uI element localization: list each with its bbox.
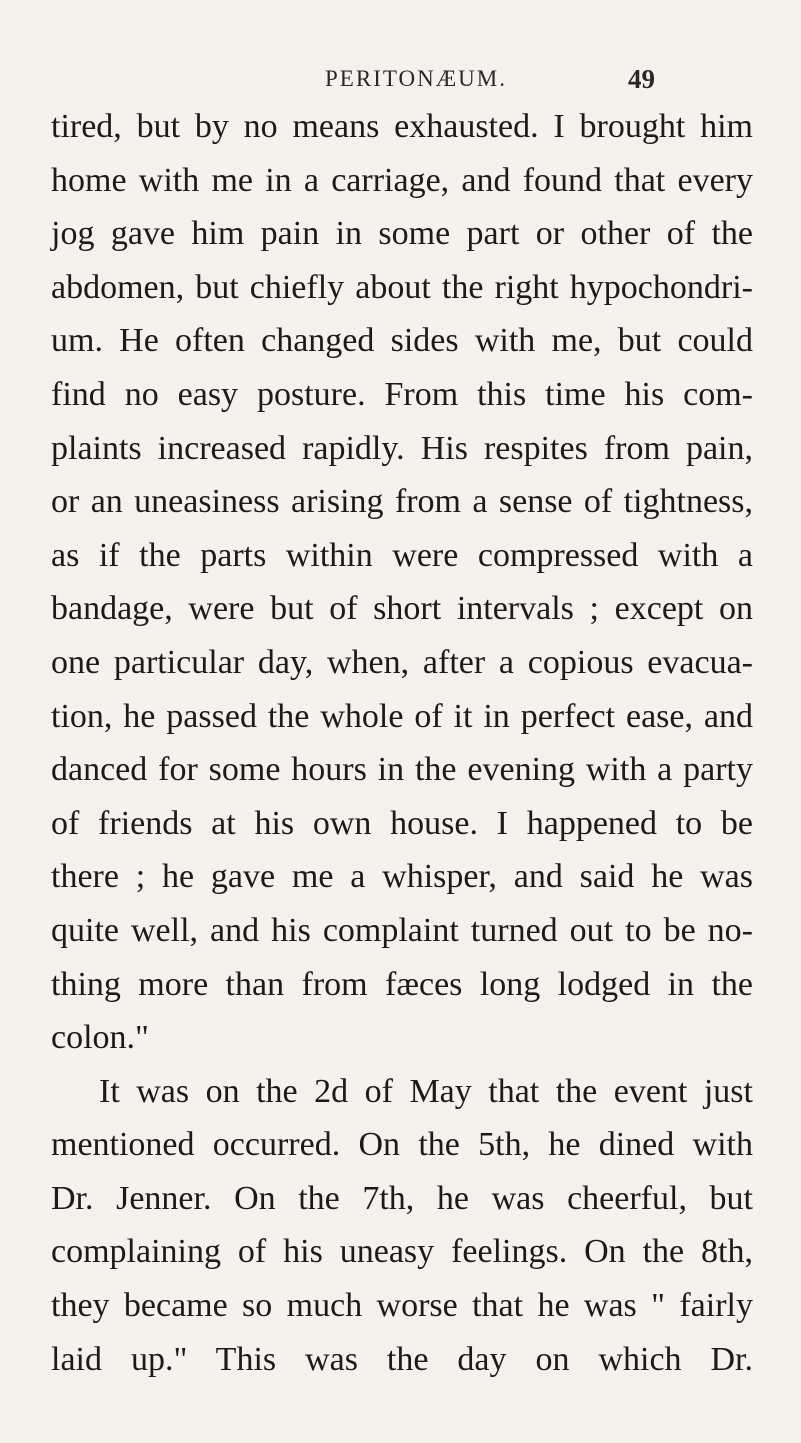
page-number: 49 <box>628 64 655 94</box>
running-head <box>0 66 801 100</box>
text-line: find no easy posture. From this time his com- <box>51 375 753 413</box>
text-line: quite well, and his complaint turned out to be no- <box>51 911 753 949</box>
text-line: tion, he passed the whole of it in perfect ease, and <box>51 697 753 735</box>
text-line: home with me in a carriage, and found that every <box>51 161 753 199</box>
text-line: as if the parts within were compressed with a <box>51 536 753 574</box>
text-line: mentioned occurred. On the 5th, he dined with <box>51 1126 753 1164</box>
text-line: complaining of his uneasy feelings. On the 8th, <box>51 1233 753 1271</box>
text-line: bandage, were but of short intervals ; except on <box>51 590 753 628</box>
text-line: um. He often changed sides with me, but could <box>51 322 753 360</box>
text-line: of friends at his own house. I happened to be <box>51 804 753 842</box>
text-line: jog gave him pain in some part or other of the <box>51 215 753 253</box>
body-text <box>51 100 753 1386</box>
text-line: or an uneasiness arising from a sense of tightness, <box>51 483 753 521</box>
text-line: there ; he gave me a whisper, and said he was <box>51 858 753 896</box>
text-line: Dr. Jenner. On the 7th, he was cheerful, but <box>51 1179 753 1217</box>
text-line: they became so much worse that he was " fairly <box>51 1287 753 1325</box>
running-title: PERITONÆUM. <box>325 66 507 91</box>
text-line: plaints increased rapidly. His respites from pain, <box>51 429 753 467</box>
paragraph-first-line: It was on the 2d of May that the event just <box>99 1072 753 1110</box>
text-line: danced for some hours in the evening with a party <box>51 751 753 789</box>
paragraph-end-line: colon." <box>51 1019 149 1057</box>
text-line: one particular day, when, after a copious evacua- <box>51 643 753 681</box>
text-line: tired, but by no means exhausted. I brought him <box>51 108 753 145</box>
text-line: abdomen, but chiefly about the right hypochondri- <box>51 268 753 306</box>
text-line: laid up." This was the day on which Dr. <box>51 1340 753 1378</box>
text-line: thing more than from fæces long lodged in the <box>51 965 753 1003</box>
